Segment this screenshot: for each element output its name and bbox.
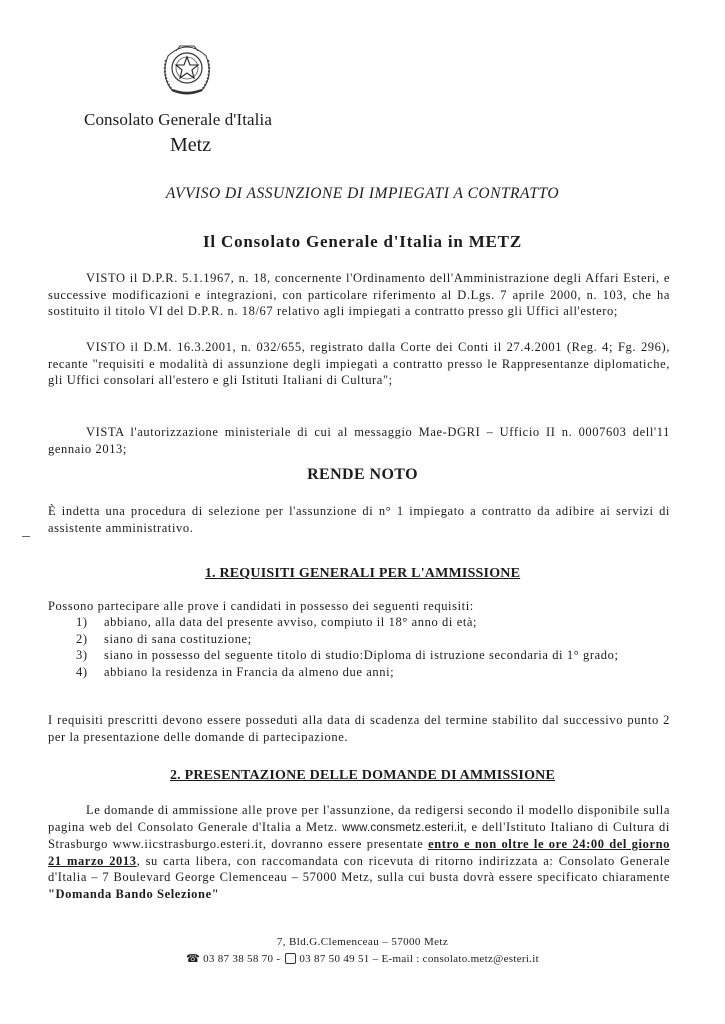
consulate-city: Metz (170, 134, 212, 156)
footer-contacts (0, 952, 725, 965)
requirement-number: 1) (76, 615, 88, 629)
fax-icon (285, 953, 296, 964)
envelope-label: "Domanda Bando Selezione" (48, 886, 220, 901)
selection-announcement: È indetta una procedura di selezione per l'assunzione di n° 1 impiegato a contratto da adibire ai servizi di assistente amministrativo. (48, 504, 670, 535)
phone-icon: ☎ (186, 953, 201, 965)
requirement-text: siano in possesso del seguente titolo di studio:Diploma di istruzione secondaria di 1° grado; (104, 648, 619, 662)
requirement-item (48, 631, 670, 648)
requirement-text: abbiano la residenza in Francia da almeno due anni; (104, 664, 395, 679)
preamble-visto-dm: VISTO il D.M. 16.3.2001, n. 032/655, registrato dalla Corte dei Conti il 27.4.2001 (Reg. 4; Fg. 296), recante "requisiti e modalità di assunzione degli impiegati a contratto presso le Rappresentanze diplomatiche, gli Uffici consolari all'estero e gli Istituti Italiani di Cultura"; (48, 340, 670, 387)
footer-fax-email: 03 87 50 49 51 – E-mail : consolato.metz@esteri.it (299, 953, 539, 965)
italian-emblem-icon (158, 36, 216, 100)
application-text-b: , e dell'Istituto Italiano di Cultura di Strasburgo www.iicstrasburgo.esteri.it, dovranno essere presentate (48, 819, 670, 851)
consulate-name: Consolato Generale d'Italia (84, 110, 272, 129)
application-text-c: , su carta libera, con raccomandata con ricevuta di ritorno indirizzata a: Consolato Generale d'Italia – 7 Boulevard George Clemenceau – 57000 Metz, sulla cui busta dovrà essere specificato chiaramente (48, 853, 670, 884)
requirement-text: siano di sana costituzione; (104, 631, 252, 646)
section-1-title: 1. REQUISITI GENERALI PER L'AMMISSIONE (204, 566, 521, 581)
preamble-visto-dpr: VISTO il D.P.R. 5.1.1967, n. 18, concernente l'Ordinamento dell'Amministrazione degli Affari Esteri, e successive modificazioni e integrazioni, con particolare riferimento al D.Lgs. 7 aprile 2000, n. 103, che ha sostituito il titolo VI del D.P.R. n. 18/67 relativo agli impiegati a contratto presso gli Uffici all'estero; (48, 271, 670, 318)
requirement-item (48, 664, 670, 681)
margin-mark (22, 536, 30, 537)
issuer-heading: Il Consolato Generale d'Italia in METZ (203, 232, 522, 251)
application-instructions (48, 802, 670, 902)
requirements-closing: I requisiti prescritti devono essere posseduti alla data di scadenza del termine stabilito dal successivo punto 2 per la presentazione delle domande di partecipazione. (48, 713, 670, 744)
requirement-item (48, 614, 670, 631)
requirement-number: 3) (76, 648, 88, 662)
section-2-title: 2. PRESENTAZIONE DELLE DOMANDE DI AMMISSIONE (169, 768, 556, 783)
requirement-text: abbiano, alla data del presente avviso, compiuto il 18° anno di età; (104, 615, 478, 629)
footer-address: 7, Bld.G.Clemenceau – 57000 Metz (276, 936, 449, 948)
footer-phone: 03 87 38 58 70 - (203, 953, 281, 965)
application-deadline: entro e non oltre le ore 24:00 del giorno 21 marzo 2013 (48, 837, 670, 868)
requirement-item (48, 647, 670, 664)
requirements-list (48, 614, 670, 680)
notice-title: AVVISO DI ASSUNZIONE DI IMPIEGATI A CONTRATTO (165, 185, 560, 202)
consulate-website-link[interactable]: www.consmetz.esteri.it (342, 821, 464, 834)
preamble-vista-autorizzazione: VISTA l'autorizzazione ministeriale di cui al messaggio Mae-DGRI – Ufficio II n. 0007603 dell'11 gennaio 2013; (48, 425, 670, 456)
requirement-number: 4) (76, 664, 88, 679)
application-text-a: Le domande di ammissione alle prove per l'assunzione, da redigersi secondo il modello disponibile sulla pagina web del Consolato Generale d'Italia a Metz. (48, 803, 670, 834)
requirements-intro: Possono partecipare alle prove i candidati in possesso dei seguenti requisiti: (48, 599, 474, 613)
rende-noto-heading: RENDE NOTO (307, 466, 418, 483)
requirement-number: 2) (76, 631, 88, 646)
